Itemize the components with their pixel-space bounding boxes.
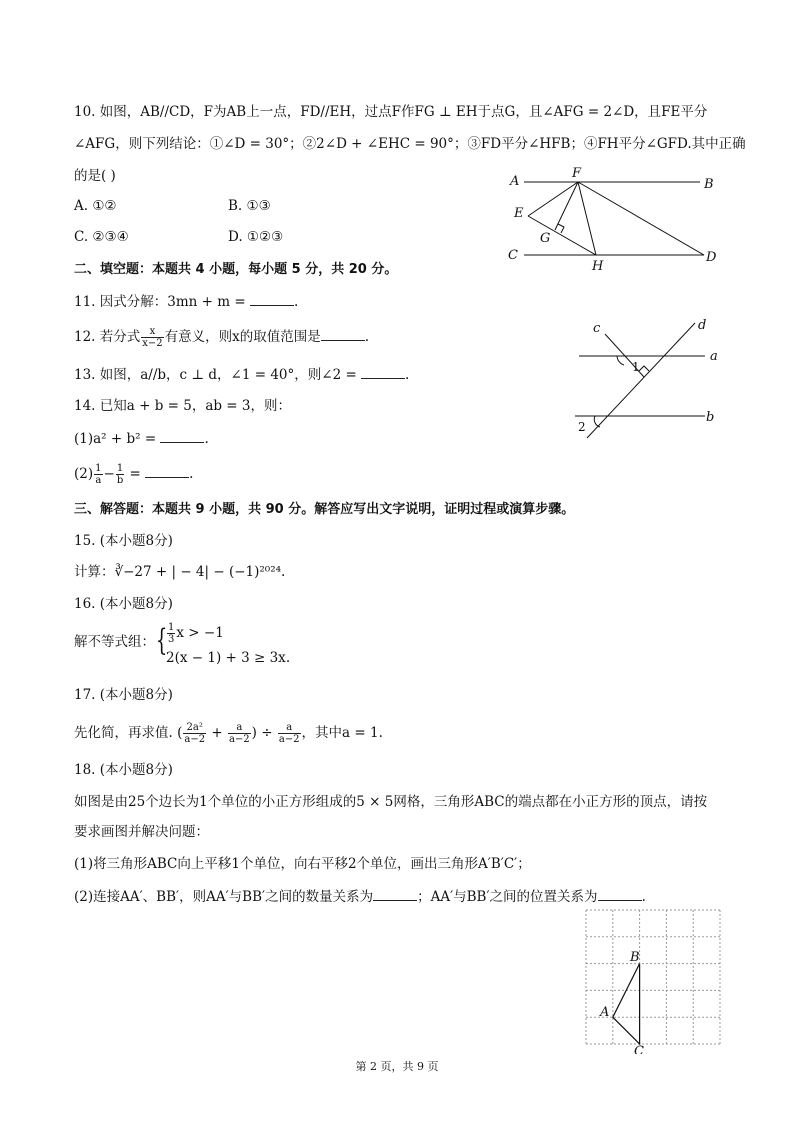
q10-label-h: H [592,259,604,274]
q10-label-f: F [572,166,582,181]
q13-label-c: c [593,321,601,336]
q10-label-c: C [508,248,518,263]
q13-angle1-arc [617,356,624,365]
q13-text: 13. 如图，a//b，c ⊥ d，∠1 = 40°，则∠2 = [74,367,362,383]
q16-end: . [285,650,291,666]
q13 [74,364,409,385]
q13-label-2: 2 [578,420,586,434]
q10-label-g: G [540,231,551,246]
q17-post: ，其中a = 1. [301,725,383,741]
q18-blank-quantity[interactable] [373,886,417,901]
q17-fraction-2 [228,722,251,745]
q14-f2-numerator: 1 [116,463,124,474]
q12-pre: 12. 若分式 [74,329,141,345]
q18-line1: 如图是由25个边长为1个单位的小正方形组成的5 × 5网格，三角形ABC的端点都在小正方形的顶点，请按 [74,794,708,810]
q12 [74,326,369,349]
q10-option-c: C. ②③④ [74,229,129,245]
q18-label-b: B [630,950,640,965]
q18-part1: (1)将三角形ABC向上平移1个单位，向右平移2个单位，画出三角形A′B′C′； [74,856,531,872]
q14-part1-end: . [204,431,209,447]
q10-line1: 10. 如图，AB//CD，F为AB上一点，FD//EH，过点F作FG ⊥ EH于点G，且∠AFG = 2∠D，且FE平分 [74,104,708,120]
q16-head: 16. (本小题8分) [74,596,173,612]
q13-answer-blank[interactable] [361,364,405,379]
page-footer: 第 2 页，共 9 页 [355,1060,439,1073]
q18-triangle-abc [613,964,640,1044]
q14-minus: − [103,466,115,482]
section3-title: 三、解答题：本题共 9 小题，共 90 分。解答应写出文字说明，证明过程或演算步骤。 [74,502,575,517]
q10-option-b: B. ①③ [228,198,271,214]
q10-option-a: A. ①② [74,198,117,214]
q17-f3-numerator: a [278,722,301,734]
q16-brace: { [155,623,168,658]
q10-seg-fh [578,182,596,255]
q18-grid-figure [580,904,725,1054]
q17-f2-numerator: a [228,722,251,734]
q14-fraction-1-over-b [116,463,124,486]
q18-part2 [74,886,646,907]
q16-numerator: 1 [168,622,175,633]
q11-end: . [293,294,299,310]
q15-text: 计算：∛−27 + | − 4| − (−1)²⁰²⁴. [74,564,286,580]
q10-line2: ∠AFG，则下列结论：①∠D = 30°；②2∠D + ∠EHC = 90°；③FD平分∠HFB；④FH平分∠GFD.其中正确 [74,136,746,152]
q11-text: 11. 因式分解：3mn + m = [74,294,250,310]
q13-end: . [405,367,410,383]
q14-part2-pre: (2) [74,466,94,482]
q13-right-angle-mark [639,366,649,371]
q18-head: 18. (本小题8分) [74,762,173,778]
q18-label-c: C [634,1044,644,1054]
q14-f1-denominator: a [95,475,102,486]
q12-end: . [364,329,370,345]
q14-part2-blank[interactable] [145,463,189,478]
q10-label-a: A [510,174,520,189]
q13-line-d [587,323,695,438]
q10-right-angle-mark [558,224,564,233]
q13-label-d: d [698,318,707,333]
q16-pre: 解不等式组： [74,634,155,650]
q11 [74,291,298,312]
q18-blank-position[interactable] [598,886,642,901]
q17-fraction-1 [183,722,206,745]
q17-f2-denominator: a−2 [228,734,250,745]
q16-row2-text: 2(x − 1) + 3 ≥ 3x [166,650,286,666]
q16-denominator: 3 [168,634,175,645]
q14-text: 14. 已知a + b = 5，ab = 3，则： [74,398,292,414]
q13-figure [565,315,725,445]
q17-pre: 先化简，再求值. ( [74,725,183,741]
q10-seg-fg [555,182,578,230]
q16-row1-rest: x > −1 [176,625,224,641]
q18-part2-b: ；AA′与BB′之间的位置关系为 [417,889,598,905]
q18-line2: 要求画图并解决问题： [74,824,209,840]
q18-label-a: A [600,1005,610,1020]
q10-label-e: E [514,206,524,221]
q15-head: 15. (本小题8分) [74,533,173,549]
q12-post: 有意义，则x的取值范围是 [164,329,321,345]
q10-figure [500,164,730,274]
q14-f2-denominator: b [116,475,124,486]
q14-part1-blank[interactable] [160,428,204,443]
q14-part2 [74,463,193,486]
q13-label-1: 1 [632,360,640,374]
q17-div: ) ÷ [251,725,277,741]
q16-row2 [166,648,290,668]
q10-label-b: B [704,177,714,192]
q10-option-d: D. ①②③ [228,229,284,245]
q14-part1 [74,428,209,449]
q16-row1 [166,622,224,645]
q17-f3-denominator: a−2 [278,734,300,745]
q17 [74,722,383,745]
q12-fraction [141,326,163,349]
q12-denominator: x−2 [142,338,163,349]
q17-plus: + [207,725,227,741]
q16-fraction-one-third [167,622,175,645]
q17-fraction-3 [278,722,301,745]
q14-part1-text: (1)a² + b² = [74,431,161,447]
q18-part2-end: . [641,889,646,905]
q14-fraction-1-over-a [94,463,102,486]
q12-answer-blank[interactable] [321,326,365,341]
q10-line3: 的是( ) [74,168,116,184]
q10-seg-eh [528,216,596,255]
section2-title: 二、填空题：本题共 4 小题，每小题 5 分，共 20 分。 [74,262,398,277]
q10-seg-fd [578,182,704,255]
q17-head: 17. (本小题8分) [74,687,173,703]
q14-f1-numerator: 1 [95,463,102,474]
q12-numerator: x [141,326,163,338]
q17-f1-denominator: a−2 [184,734,206,745]
q17-f1-numerator: 2a² [183,722,206,734]
q14-eq: = [125,466,146,482]
q10-seg-fe [528,182,578,216]
q11-answer-blank[interactable] [250,291,294,306]
q18-part2-a: (2)连接AA′、BB′，则AA′与BB′之间的数量关系为 [74,889,374,905]
q14-part2-end: . [189,466,194,482]
q18-grid-lines [586,910,720,1044]
q13-label-a: a [710,349,718,364]
q13-label-b: b [706,410,715,425]
q10-label-d: D [706,250,717,265]
